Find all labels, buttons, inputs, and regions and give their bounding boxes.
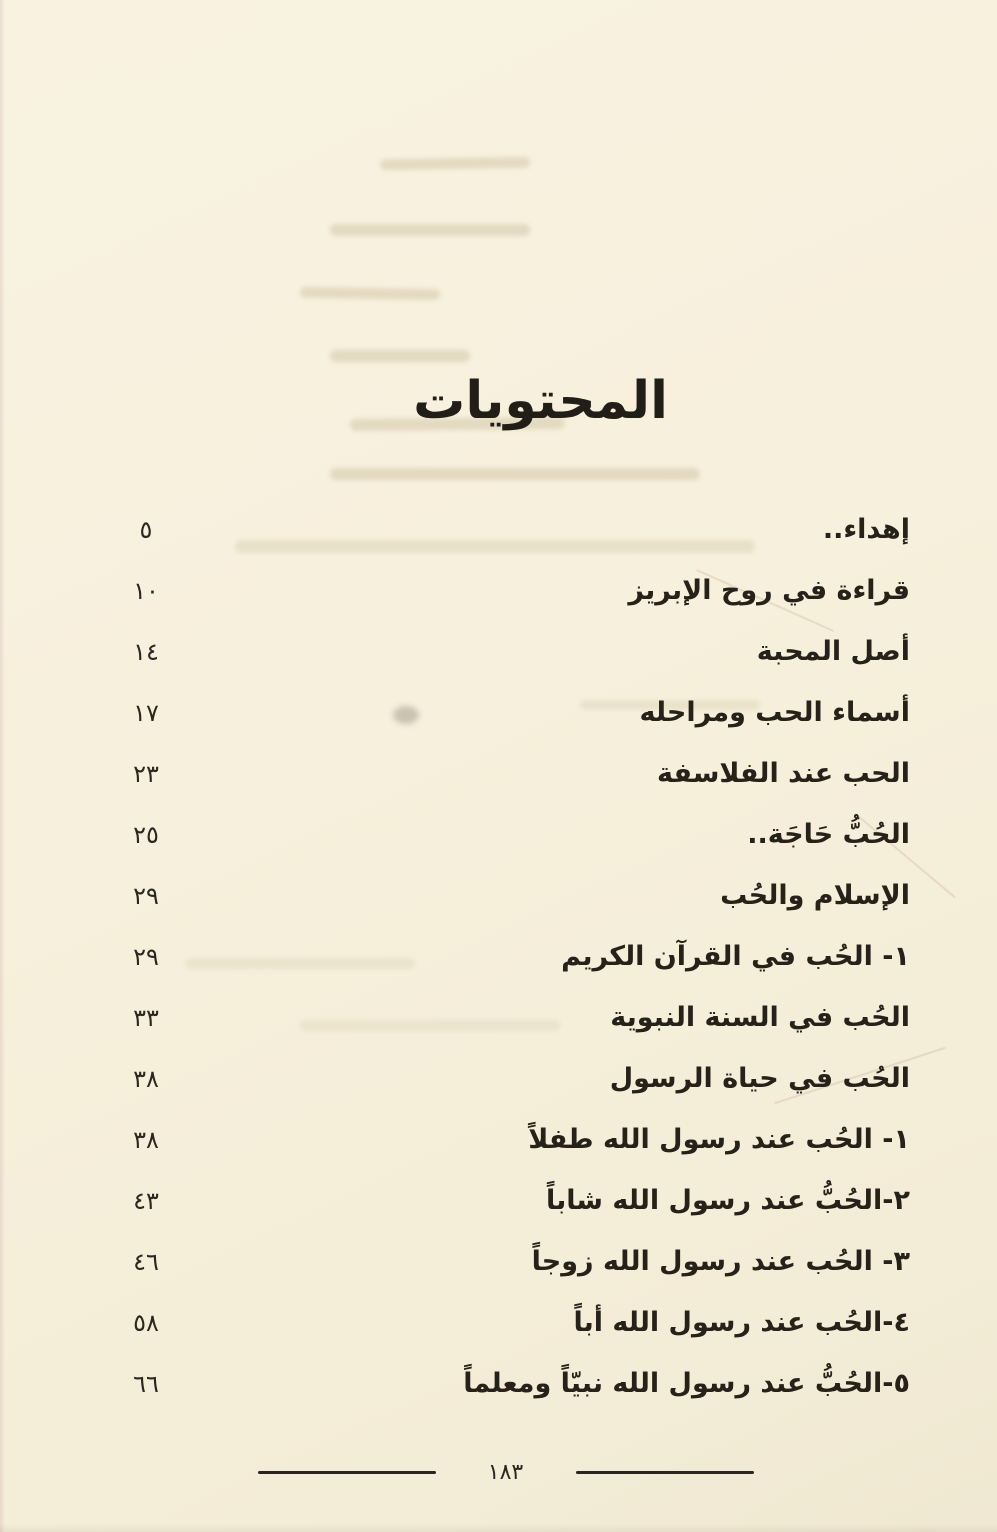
- toc-row: [110, 1231, 910, 1292]
- toc-row: [110, 865, 910, 926]
- toc-entry-page-number: ٢٩: [133, 942, 159, 971]
- toc-row: [110, 1170, 910, 1231]
- toc-entry-page-number: ٤٦: [133, 1247, 159, 1276]
- toc-entry-label: الحُب في السنة النبوية: [610, 1002, 910, 1033]
- scan-edge-shadow: [0, 1524, 997, 1532]
- table-of-contents: [110, 499, 910, 1414]
- show-through-text: [330, 350, 470, 362]
- toc-entry-page-number: ٢٣: [133, 759, 159, 788]
- toc-entry-label: الحُبُّ حَاجَة..: [747, 819, 910, 850]
- show-through-text: [380, 157, 530, 171]
- toc-entry-page-number: ١٧: [133, 698, 159, 727]
- toc-entry-page-number: ٣٨: [133, 1064, 159, 1093]
- toc-row: [110, 1353, 910, 1414]
- scan-edge-artifact: [0, 0, 5, 1532]
- toc-entry-page-number: ٣٣: [133, 1003, 159, 1032]
- toc-entry-label: إهداء..: [822, 514, 910, 545]
- toc-entry-label: ٥-الحُبُّ عند رسول الله نبيّاً ومعلماً: [463, 1368, 910, 1399]
- show-through-text: [330, 468, 700, 480]
- show-through-text: [330, 224, 530, 236]
- toc-row: [110, 804, 910, 865]
- toc-entry-page-number: ٢٩: [133, 881, 159, 910]
- toc-entry-page-number: ٣٨: [133, 1125, 159, 1154]
- toc-entry-label: أسماء الحب ومراحله: [639, 697, 910, 728]
- toc-entry-page-number: ٥: [139, 515, 153, 544]
- toc-entry-label: أصل المحبة: [756, 636, 910, 667]
- footer-rule-left: [258, 1471, 436, 1474]
- toc-row: [110, 1048, 910, 1109]
- toc-row: [110, 499, 910, 560]
- toc-entry-page-number: ٦٦: [133, 1369, 159, 1398]
- page-footer: [7, 1460, 997, 1485]
- toc-row: [110, 743, 910, 804]
- toc-entry-page-number: ٢٥: [133, 820, 159, 849]
- toc-entry-label: ١- الحُب عند رسول الله طفلاً: [528, 1124, 910, 1155]
- toc-entry-page-number: ٤٣: [133, 1186, 159, 1215]
- toc-entry-label: ٣- الحُب عند رسول الله زوجاً: [531, 1246, 910, 1277]
- toc-entry-label: الإسلام والحُب: [720, 880, 910, 911]
- show-through-text: [300, 287, 440, 300]
- toc-entry-page-number: ٥٨: [133, 1308, 159, 1337]
- toc-entry-page-number: ١٤: [133, 637, 159, 666]
- toc-entry-label: ٤-الحُب عند رسول الله أباً: [573, 1307, 910, 1338]
- toc-row: [110, 926, 910, 987]
- toc-row: [110, 560, 910, 621]
- toc-entry-label: ١- الحُب في القرآن الكريم: [561, 941, 910, 972]
- toc-entry-label: ٢-الحُبُّ عند رسول الله شاباً: [546, 1185, 910, 1216]
- toc-entry-page-number: ١٠: [133, 576, 159, 605]
- toc-row: [110, 682, 910, 743]
- toc-entry-label: الحب عند الفلاسفة: [657, 758, 910, 789]
- folio-page-number: ١٨٣: [487, 1460, 524, 1485]
- footer-rule-right: [576, 1471, 754, 1474]
- toc-row: [110, 987, 910, 1048]
- contents-title: المحتويات: [413, 370, 668, 431]
- toc-row: [110, 1109, 910, 1170]
- toc-row: [110, 621, 910, 682]
- toc-entry-label: قراءة في روح الإبريز: [628, 575, 910, 606]
- toc-row: [110, 1292, 910, 1353]
- toc-entry-label: الحُب في حياة الرسول: [609, 1063, 910, 1094]
